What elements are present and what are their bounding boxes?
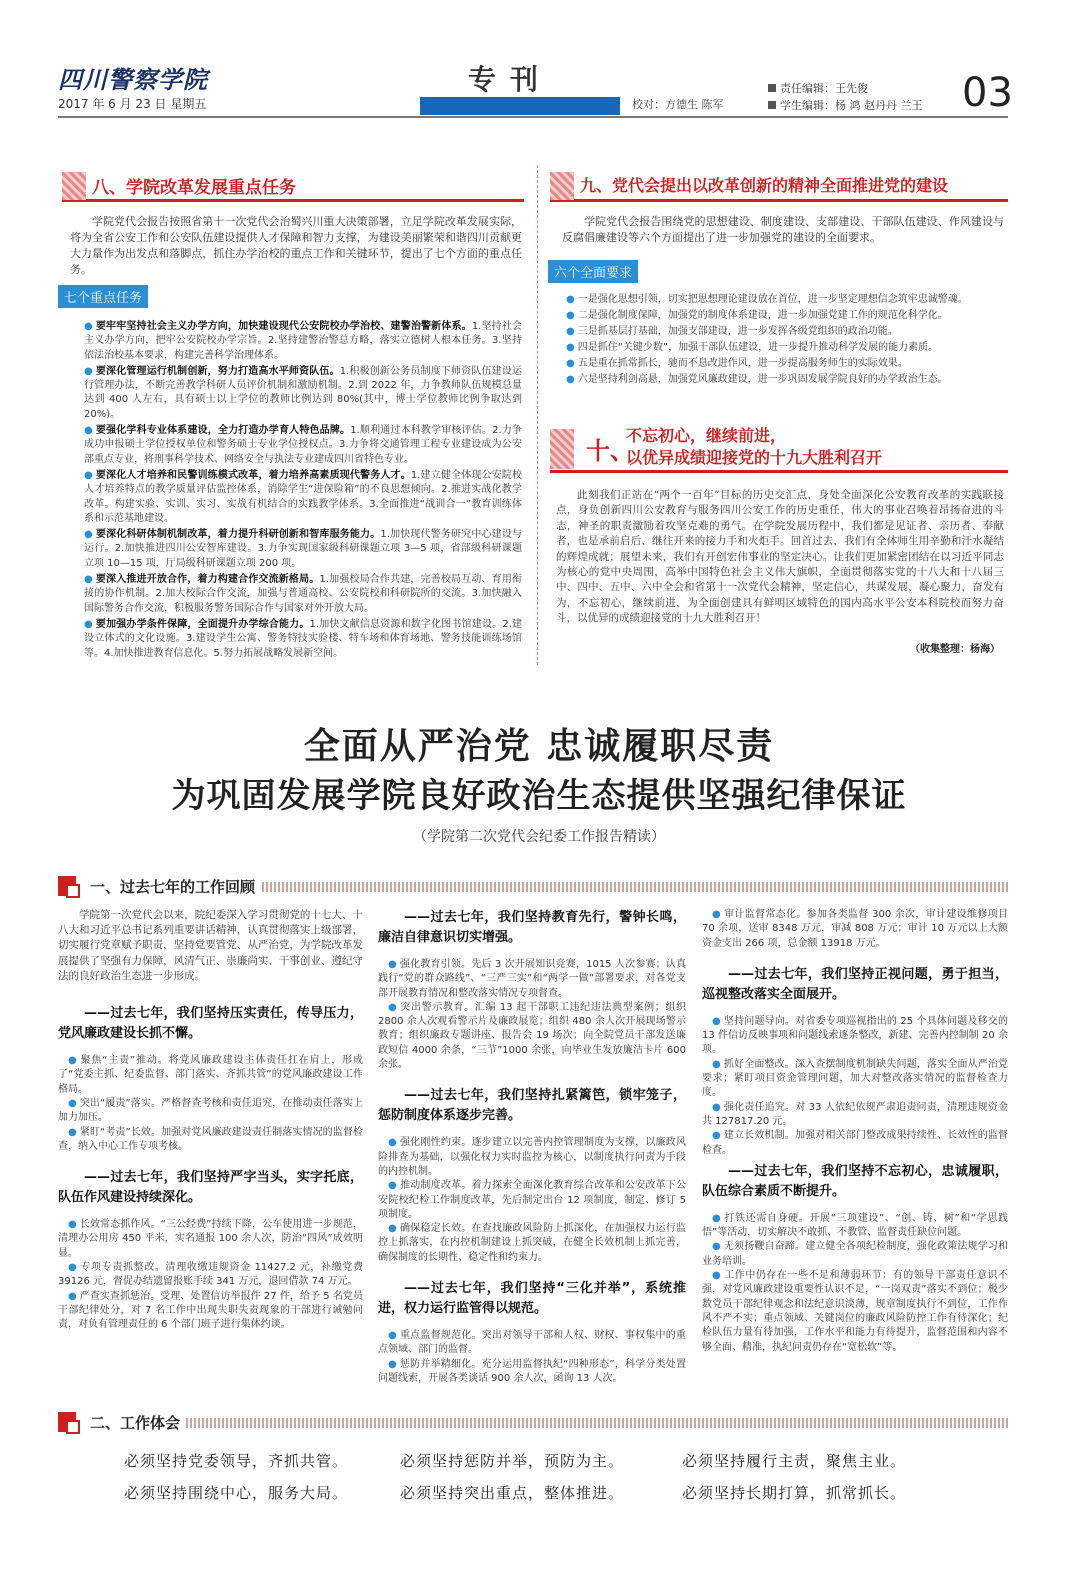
col2-group-3 [378, 1329, 686, 1386]
experience-item: 必须坚持履行主责，聚焦主业。 [682, 1452, 907, 1470]
section8-tag-wrap [58, 285, 148, 308]
editor-credits [768, 80, 923, 114]
col2-subhead-2: ——过去七年，我们坚持扎紧篱笆，锁牢笼子，惩防制度体系逐步完善。 [378, 1088, 686, 1124]
list-item: ● 紧盯“考责”长效。加强对党风廉政建设责任制落实情况的监督检查，纳入中心工作专项考核。 [58, 1126, 363, 1152]
list-item: ● 强化刚性约束。逐步建立以完善内控管理制度为支撑，以廉政风险排查为基础，以强化权力实时监控为核心，以制度执行问责为手段的内控机制。 [378, 1137, 686, 1177]
list-item: ● 一是强化思想引领，切实把思想理论建设放在首位，进一步坚定理想信念筑牢忠诚警魂。 [566, 294, 968, 305]
column-divider [537, 165, 538, 665]
list-item: ● 推动制度改革。着力探索全面深化教育综合改革和公安改革下公安院校纪检工作制度改革，先后制定出台 12 项制度，制定、修订 5 项制度。 [378, 1180, 686, 1220]
list-item: ● 建立长效机制。加强对相关部门整改成果持续性、长效性的监督检查。 [702, 1130, 1009, 1156]
col3-subhead-2: ——过去七年，我们坚持不忘初心，忠诚履职，队伍综合素质不断提升。 [702, 1163, 1008, 1199]
list-item: ● 六是坚持利剑高悬，加强党风廉政建设，进一步巩固发展学院良好的办学政治生态。 [566, 374, 948, 385]
pixel-decoration-icon [62, 172, 86, 200]
article-column-2 [378, 908, 686, 1386]
list-item: ● 抓好全面整改。深入查摆制度机制缺失问题，落实全面从严治党要求；紧盯项目资金管理问题，加大对整改落实情况的监督检查力度。 [702, 1058, 1009, 1099]
list-item: ● 要深入推进开放合作，着力构建合作交流新格局。1.加强校局合作共建，完善校局互动、育用衔接的协作机制。2.加大校际合作交流，加强与普通高校、公安院校和科研院所的交流。3.加快融入国际警务合作交流，积极服务警务国际合作与国家对外开放大局。 [84, 574, 523, 614]
list-item: ● 严查实查抓惩治。受理、处置信访举报件 27 件，给予 5 名党员干部纪律处分，对 7 名工作中出现失职失责现象的干部进行诫勉问责，对负有管理责任的 6 个部门班子进行集体约谈。 [58, 1290, 363, 1331]
col2-subhead-3: ——过去七年，我们坚持“三化并举”，系统推进，权力运行监管得以规范。 [378, 1281, 686, 1317]
section-title: 专刊 [468, 63, 553, 96]
section9-list [566, 292, 1008, 388]
col3-group-0 [702, 908, 1008, 951]
part2-title: 二、工作体会 [90, 1412, 186, 1433]
list-item: ● 三是抓基层打基础，加强支部建设，进一步发挥各级党组织的政治功能。 [566, 326, 898, 337]
section9-tag-wrap [548, 260, 638, 283]
section8-intro: 学院党代会报告按照省第十一次党代会治蜀兴川重大决策部署，立足学院改革发展实际，将为全省公安工作和公安队伍建设提供人才保障和智力支撑，为建设美丽繁荣和谐四川贡献更大力量作为出发点和落脚点，抓住办学治校的重点工作和关键环节，提出了七个方面的重点任务。 [70, 215, 522, 276]
list-item: ● 要强化学科专业体系建设，全力打造办学育人特色品牌。1.顺利通过本科教学审核评估。2.力争成功申报硕士学位授权单位和警务硕士专业学位授权点。3.力争将交通管理工程专业建设成为公安部重点专业，将刑事科学技术、网络安全与执法专业建成四川省特色专业。 [84, 425, 523, 465]
article-subtitle: （学院第二次党代会纪委工作报告精读） [413, 829, 665, 845]
editor-in-charge: 责任编辑：王先俊 [780, 82, 868, 95]
student-editors: 学生编辑：杨 鸿 赵丹丹 兰王 [780, 99, 923, 112]
list-item: ● 确保稳定长效。在查找廉政风险防上抓深化，在加强权力运行监控上抓落实，在内控机制建设上抓突破，在健全长效机制上抓完善，确保制度的长期性、稳定性和约束力。 [378, 1223, 686, 1263]
experience-item: 必须坚持长期打算，抓常抓长。 [682, 1484, 907, 1502]
experience-item: 必须坚持惩防并举，预防为主。 [400, 1452, 625, 1470]
article-title-line1: 全面从严治党 忠诚履职尽责 [303, 725, 775, 767]
col2-group-2 [378, 1136, 686, 1265]
section10-credit: （收集整理：杨海） [910, 644, 1000, 655]
section9-header [550, 170, 1008, 202]
page-number: 03 [962, 70, 1013, 116]
list-item: ● 聚焦“主责”推动。将党风廉政建设主体责任扛在肩上，形成了“党委主抓、纪委监督、部门落实、齐抓共管”的党风廉政建设工作格局。 [58, 1055, 363, 1095]
section8-tag: 七个重点任务 [58, 285, 148, 308]
col1-group-2 [58, 1218, 363, 1332]
list-item: ● 要深化人才培养和民警训练模式改革，着力培养高素质现代警务人才。1.建立健全体现公安院校人才培养特点的教学质量评估监控体系，消除学生“进保险箱”的不良思想倾向。2.推进实战化教学改革。构建实验、实训、实习、实战有机结合的实践教学体系。3.全面推进“战训合一”教育训练体系和示范基地建设。 [84, 469, 523, 524]
masthead-divider [58, 116, 1008, 118]
list-item: ● 长效常态抓作风。“三公经费”持续下降，公车使用进一步规范，清理办公用房 450 平米，实名通报 100 余人次，防治“四风”成效明显。 [58, 1219, 363, 1259]
list-item: ● 要加强办学条件保障，全面提升办学综合能力。1.加快文献信息资源和数字化图书馆建设。2.建设立体式的文化设施。3.建设学生公寓、警务特技实验楼、特车场和体育场地、警务技能训练场馆等。4.加快推进教育信息化。5.努力拓展战略发展新空间。 [84, 618, 522, 659]
list-item: ● 四是抓住“关键少数”，加强干部队伍建设，进一步提升推动科学发展的能力素质。 [566, 342, 939, 353]
section10-numeral: 十、 [586, 437, 634, 465]
experience-item: 必须坚持围绕中心，服务大局。 [124, 1484, 349, 1502]
pixel-decoration-icon [550, 429, 574, 469]
red-square-outline-icon [66, 884, 80, 898]
section9-intro: 学院党代会报告围绕党的思想建设、制度建设、支部建设、干部队伍建设、作风建设与反腐倡廉建设等六个方面提出了进一步加强党的建设的全面要求。 [562, 215, 1004, 244]
col3-subhead-1: ——过去七年，我们坚持正视问题，勇于担当，巡视整改落实全面展开。 [702, 966, 1008, 1002]
section10-body: 此刻我们正站在“两个一百年”目标的历史交汇点，身处全面深化公安教育改革的实践联接点，身负创新四川公安教育与服务四川公安工作的历史重任，伟大的事业召唤着昂扬奋进的斗志，神圣的职责激励着攻坚克难的勇气。在学院发展历程中，我们都是见证者、亲历者、奉献者，也是承前启后、继往开来的接力手和火炬手。回首过去，我们有全体师生用辛勤和汗水凝结的辉煌成就；展望未来，我们有开创宏伟事业的坚定决心。让我们更加紧密团结在以习近平同志为核心的党中央周围，高举中国特色社会主义伟大旗帜，全面贯彻落实党的十八大和十八届三中、四中、五中、六中全会和省第十一次党代会精神，坚定信心，共谋发展，凝心聚力，奋发有为，不忘初心，继续前进，为全面创建具有鲜明区域特色的国内高水平公安本科院校而努力奋斗，以优异的成绩迎接党的十九大胜利召开！ [556, 489, 1004, 625]
section8-header [62, 170, 524, 202]
col3-group-2 [702, 1212, 1008, 1355]
col1-intro: 学院第一次党代会以来，院纪委深入学习贯彻党的十七大、十八大和习近平总书记系列重要讲话精神，认真贯彻落实上级部署，切实履行党章赋予职责，坚持党要管党、从严治党，为学院改革发展提供了坚强有力保障，风清气正、崇廉尚实、干事创业、遵纪守法的良好政治生态进一步形成。 [58, 909, 363, 982]
section8-list [84, 320, 522, 661]
red-square-outline-icon [66, 1420, 80, 1434]
list-item: ● 工作中仍存在一些不足和薄弱环节：有的领导干部责任意识不强，对党风廉政建设重要性认识不足，“一岗双责”落实不到位；极少数党员干部纪律观念和法纪意识淡薄，规章制度执行不到位，工作作风不严不实；重点领域、关键岗位的廉政风险防控工作有待深化；纪检队伍力量有待加强，工作水平和能力有待提升，监督范围和内容不够全面、精准，执纪问责仍存在“宽松软”等。 [702, 1270, 1009, 1353]
pixel-decoration-icon [550, 172, 574, 200]
experience-item: 必须坚持党委领导，齐抓共管。 [124, 1452, 349, 1470]
article-column-3 [702, 908, 1008, 1355]
list-item: ● 突出警示教育。汇编 13 起干部职工违纪违法典型案例；组织 2800 余人次观看警示片及廉政展览；组织 480 余人次开展现场警示教育；组织廉政专题讲座、报告会 19 场次；向全院党员干部发送廉政短信 4000 余条，“三节”1000 余张，向毕业生发放廉洁卡片 600 余张。 [378, 1001, 686, 1071]
list-item: ● 强化教育引领。先后 3 次开展知识竞赛，1015 人次参赛；认真践行“党的群众路线”、“三严三实”和“两学一做”部署要求，对各党支部开展教育情况和整改落实情况专项督查。 [378, 959, 686, 999]
list-item: ● 专项专责抓整改。清理收缴违规资金 11427.2 元，补缴党费 39126 元，督促办结遗留报账手续 341 万元，退回借款 74 万元。 [58, 1261, 363, 1288]
list-item: ● 无须扬鞭自奋蹄。建立健全各项纪检制度，强化政策法规学习和业务培训。 [702, 1241, 1009, 1267]
list-item: ● 要牢牢坚持社会主义办学方向，加快建设现代公安院校办学治校、建警治警新体系。1.坚持社会主义办学方向，把牢公安院校办学宗旨。2.坚持建警治警总方略，落实立德树人根本任务。3.坚持依法治校基本要求，构建完善科学治理体系。 [84, 321, 522, 361]
list-item: ● 打铁还需自身硬。开展“三项建设”、“创、铸、树”和“学思践悟”等活动，切实解决不敢抓、不教管、监督责任缺位问题。 [702, 1212, 1008, 1239]
section10-header [550, 423, 1008, 473]
experience-item: 必须坚持突出重点，整体推进。 [400, 1484, 625, 1502]
part1-title: 一、过去七年的工作回顾 [90, 876, 261, 897]
section10-title [626, 425, 882, 469]
list-item: ● 重点监督规范化。突出对领导干部和人权、财权、事权集中的重点领域、部门的监督。 [378, 1330, 686, 1356]
issue-date: 2017 年 6 月 23 日 星期五 [58, 97, 207, 111]
col1-subhead-1: ——过去七年，我们坚持压实责任，传导压力，党风廉政建设长抓不懈。 [58, 1006, 363, 1042]
proofreader-credit: 校对：方德生 陈军 [632, 98, 724, 111]
header-rule [90, 1418, 1008, 1428]
list-item: ● 要深化管理运行机制创新，努力打造高水平师资队伍。1.积极创新公务员制度下师资队伍建设运行管理办法，不断完善教学科研人员评价机制和激励机制。2.到 2022 年，力争教师队伍规模总量达到 400 人左右，具有硕士以上学位的教师比例达到 80%(其中，博士学位教师比例争取达到 20%)。 [84, 365, 522, 420]
list-item: ● 坚持问题导向。对省委专项巡视指出的 25 个具体问题及移交的 13 件信访反映事项和问题线索逐条整改，新建、完善内控制制 20 余项。 [702, 1015, 1008, 1056]
part1-header [58, 876, 1008, 898]
section9-tag: 六个全面要求 [548, 260, 638, 283]
section10-title-line1: 不忘初心，继续前进， [626, 426, 787, 445]
col1-subhead-2: ——过去七年，我们坚持严字当头，实字托底，队伍作风建设持续深化。 [58, 1170, 363, 1206]
part2-header [58, 1412, 1008, 1434]
section10-title-line2: 以优异成绩迎接党的十九大胜利召开 [626, 448, 883, 467]
bullet-square-icon [768, 84, 776, 92]
list-item: ● 强化责任追究。对 33 人依纪依规严肃追责问责，清理违规资金共 127817.20 元。 [702, 1101, 1008, 1127]
bullet-square-icon [768, 101, 776, 109]
article-column-1 [58, 908, 363, 1332]
section8-title: 八、学院改革发展重点任务 [92, 178, 296, 198]
col1-group-1 [58, 1054, 363, 1154]
list-item: ● 五是重在抓常抓长，驰而不息改进作风，进一步提高服务师生的实际效果。 [566, 358, 908, 369]
list-item: ● 审计监督常态化。参加各类监督 300 余次，审计建设维修项目 70 余项，送审 8348 万元，审减 808 万元；审计 10 万元以上大额资金支出 266 项，总金额 13918 万元。 [702, 909, 1008, 949]
list-item: ● 二是强化制度保障，加强党的制度体系建设，进一步加强党建工作的规范化科学化。 [566, 310, 948, 321]
section9-title: 九、党代会提出以改革创新的精神全面推进党的建设 [580, 176, 949, 195]
masthead-blue-bar [420, 97, 620, 115]
list-item: ● 突出“履责”落实。严格督查考核和责任追究，在推动责任落实上加力加压。 [58, 1097, 363, 1124]
newspaper-logo: 四川警察学院 [58, 66, 208, 94]
col3-group-1 [702, 1015, 1008, 1158]
col2-group-1 [378, 958, 686, 1072]
list-item: ● 惩防并举精细化。充分运用监督执纪“四种形态”，科学分类处置问题线索，开展各类谈话 900 余人次，函询 13 人次。 [378, 1358, 686, 1384]
col2-subhead-1: ——过去七年，我们坚持教育先行，警钟长鸣，廉洁自律意识切实增强。 [378, 910, 686, 945]
list-item: ● 要深化科研体制机制改革，着力提升科研创新和智库服务能力。1.加快现代警务研究中心建设与运行。2.加快推进四川公安智库建设。3.力争实现国家级科研课题立项 3—5 项，省部级科研课题立项 10—15 项，厅局级科研课题立项 200 项。 [84, 529, 522, 569]
article-title-line2: 为巩固发展学院良好政治生态提供坚强纪律保证 [171, 776, 907, 816]
